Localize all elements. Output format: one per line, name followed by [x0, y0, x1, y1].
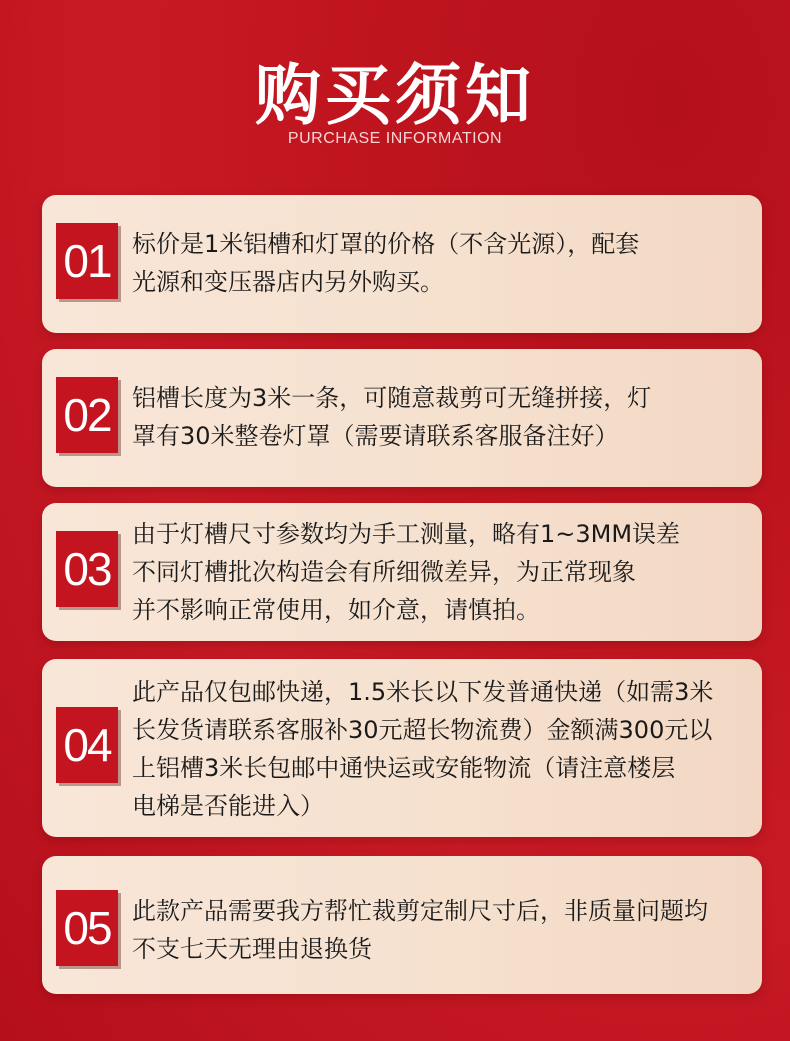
notice-text	[132, 379, 651, 455]
item-number-badge: 01	[56, 223, 118, 299]
page-subtitle: PURCHASE INFORMATION	[287, 130, 503, 147]
notice-text	[132, 515, 680, 629]
notice-card-3	[42, 503, 762, 641]
notice-line: 不支七天无理由退换货	[132, 935, 372, 963]
notice-line: 不同灯槽批次构造会有所细微差异，为正常现象	[132, 558, 636, 586]
notice-text	[132, 673, 713, 825]
notice-line: 电梯是否能进入）	[132, 792, 324, 820]
notice-text	[132, 225, 639, 301]
page-title: 购买须知	[255, 57, 535, 134]
notice-line: 光源和变压器店内另外购买。	[132, 268, 444, 296]
notice-text	[132, 892, 708, 968]
notice-line: 此款产品需要我方帮忙裁剪定制尺寸后，非质量问题均	[132, 897, 708, 925]
notice-card-4	[42, 659, 762, 837]
notice-card-5	[42, 856, 762, 994]
item-number-badge: 03	[56, 531, 118, 607]
notice-line: 上铝槽3米长包邮中通快运或安能物流（请注意楼层	[132, 754, 676, 782]
notice-line: 并不影响正常使用，如介意，请慎拍。	[132, 596, 540, 624]
notice-line: 长发货请联系客服补30元超长物流费）金额满300元以	[132, 716, 713, 744]
item-number-badge: 04	[56, 707, 118, 783]
notice-line: 标价是1米铝槽和灯罩的价格（不含光源），配套	[132, 230, 640, 258]
notice-line: 此产品仅包邮快递，1.5米长以下发普通快递（如需3米	[132, 678, 714, 706]
notice-card-1	[42, 195, 762, 333]
notice-line: 铝槽长度为3米一条，可随意裁剪可无缝拼接，灯	[132, 384, 652, 412]
item-number-badge: 05	[56, 890, 118, 966]
notice-card-2	[42, 349, 762, 487]
item-number-badge: 02	[56, 377, 118, 453]
notice-line: 由于灯槽尺寸参数均为手工测量，略有1~3MM误差	[132, 520, 681, 548]
notice-line: 罩有30米整卷灯罩（需要请联系客服备注好）	[132, 422, 619, 450]
